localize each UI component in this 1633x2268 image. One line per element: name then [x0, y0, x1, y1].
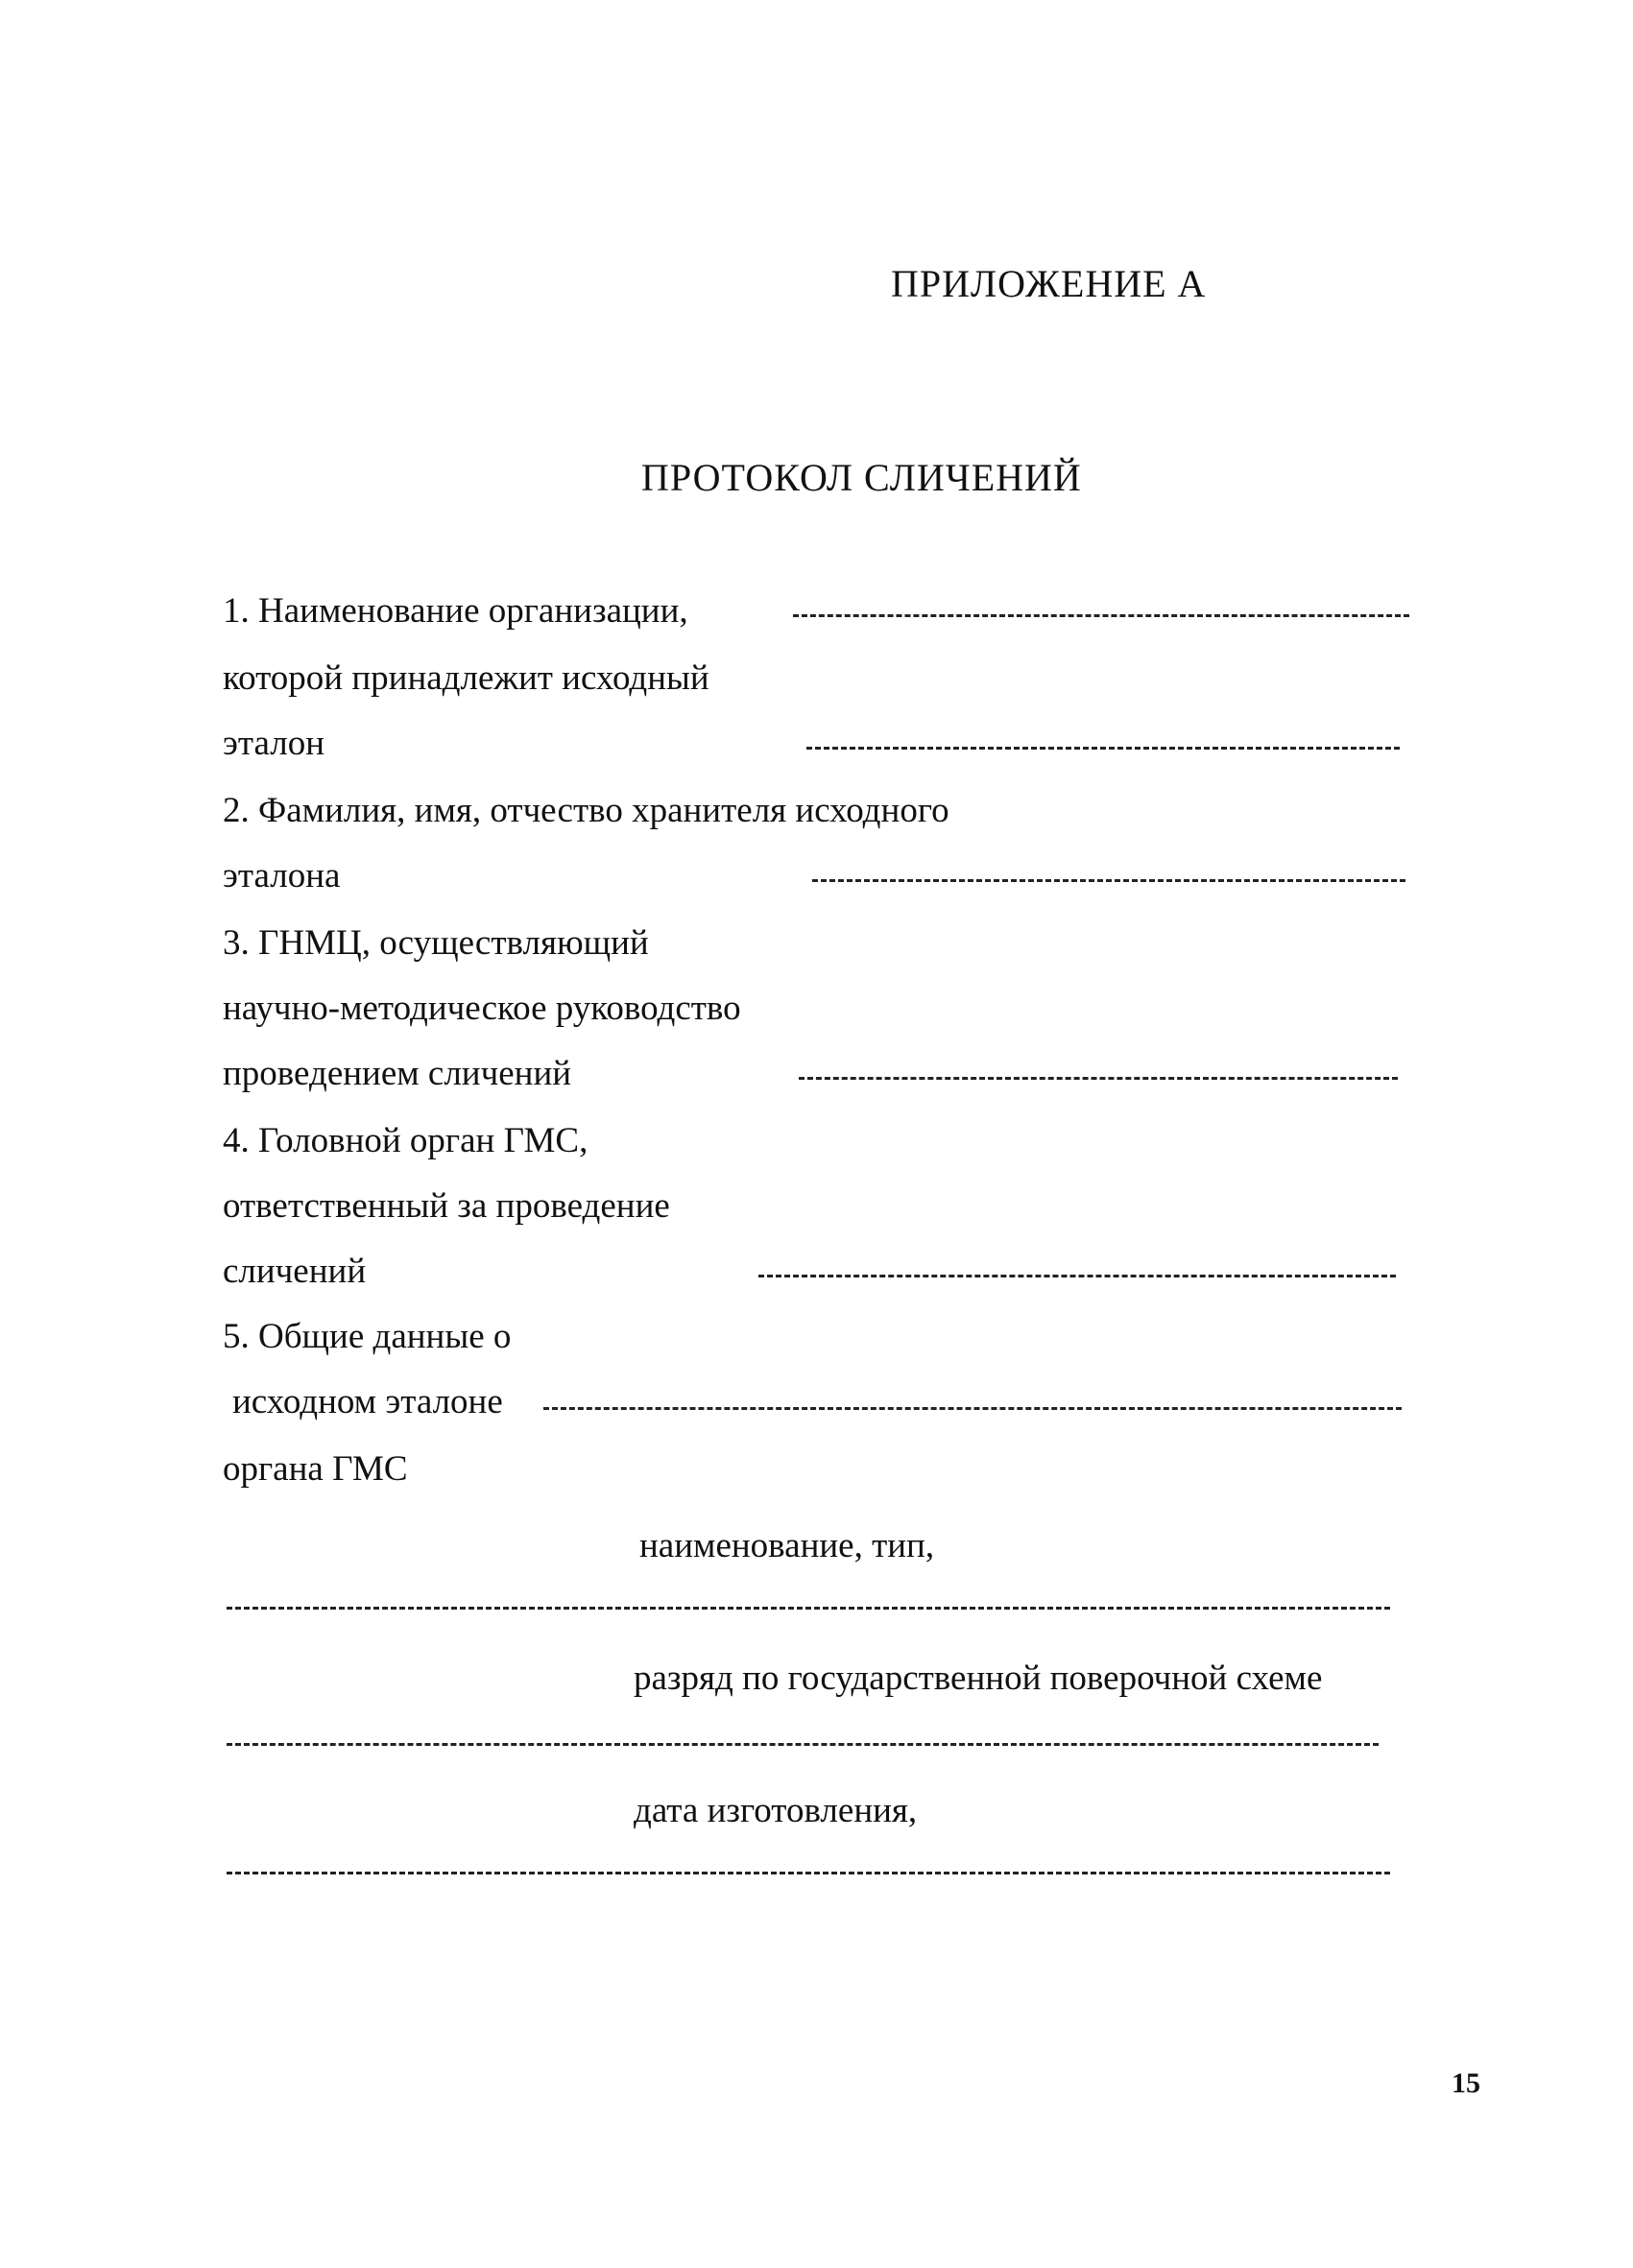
item2-blank-custodian[interactable] — [812, 879, 1405, 882]
caption-name-type: наименование, тип, — [639, 1526, 935, 1565]
item3-line1: 3. ГНМЦ, осуществляющий — [223, 923, 649, 963]
caption-manufacture-date: дата изготовления, — [634, 1791, 918, 1830]
item3-line2: научно-методическое руководство — [223, 989, 741, 1028]
protocol-title: ПРОТОКОЛ СЛИЧЕНИЙ — [641, 456, 1082, 499]
blank-name-type[interactable] — [227, 1607, 1390, 1610]
caption-rank: разряд по государственной поверочной схеме — [634, 1659, 1323, 1698]
item1-blank-organization[interactable] — [793, 614, 1409, 617]
item2-line1: 2. Фамилия, имя, отчество хранителя исходного — [223, 791, 949, 830]
appendix-title: ПРИЛОЖЕНИЕ А — [891, 262, 1207, 305]
item5-line2: исходном эталоне — [232, 1382, 503, 1421]
item1-blank-standard[interactable] — [806, 747, 1400, 750]
item5-line3: органа ГМС — [223, 1449, 408, 1489]
item4-line2: ответственный за проведение — [223, 1186, 670, 1226]
page-number: 15 — [1452, 2067, 1480, 2099]
item5-blank-standard-data[interactable] — [543, 1407, 1402, 1410]
item1-line3: эталон — [223, 724, 325, 763]
blank-manufacture-date[interactable] — [227, 1872, 1390, 1874]
item4-blank-head-body[interactable] — [758, 1275, 1396, 1277]
item2-line2: эталона — [223, 856, 341, 895]
item5-line1: 5. Общие данные о — [223, 1317, 512, 1356]
item4-line3: сличений — [223, 1252, 367, 1291]
item1-line2: которой принадлежит исходный — [223, 658, 709, 698]
item3-blank-gnmc[interactable] — [799, 1077, 1398, 1080]
item3-line3: проведением сличений — [223, 1054, 572, 1093]
blank-rank[interactable] — [227, 1743, 1379, 1746]
item4-line1: 4. Головной орган ГМС, — [223, 1121, 588, 1160]
item1-line1: 1. Наименование организации, — [223, 591, 688, 631]
